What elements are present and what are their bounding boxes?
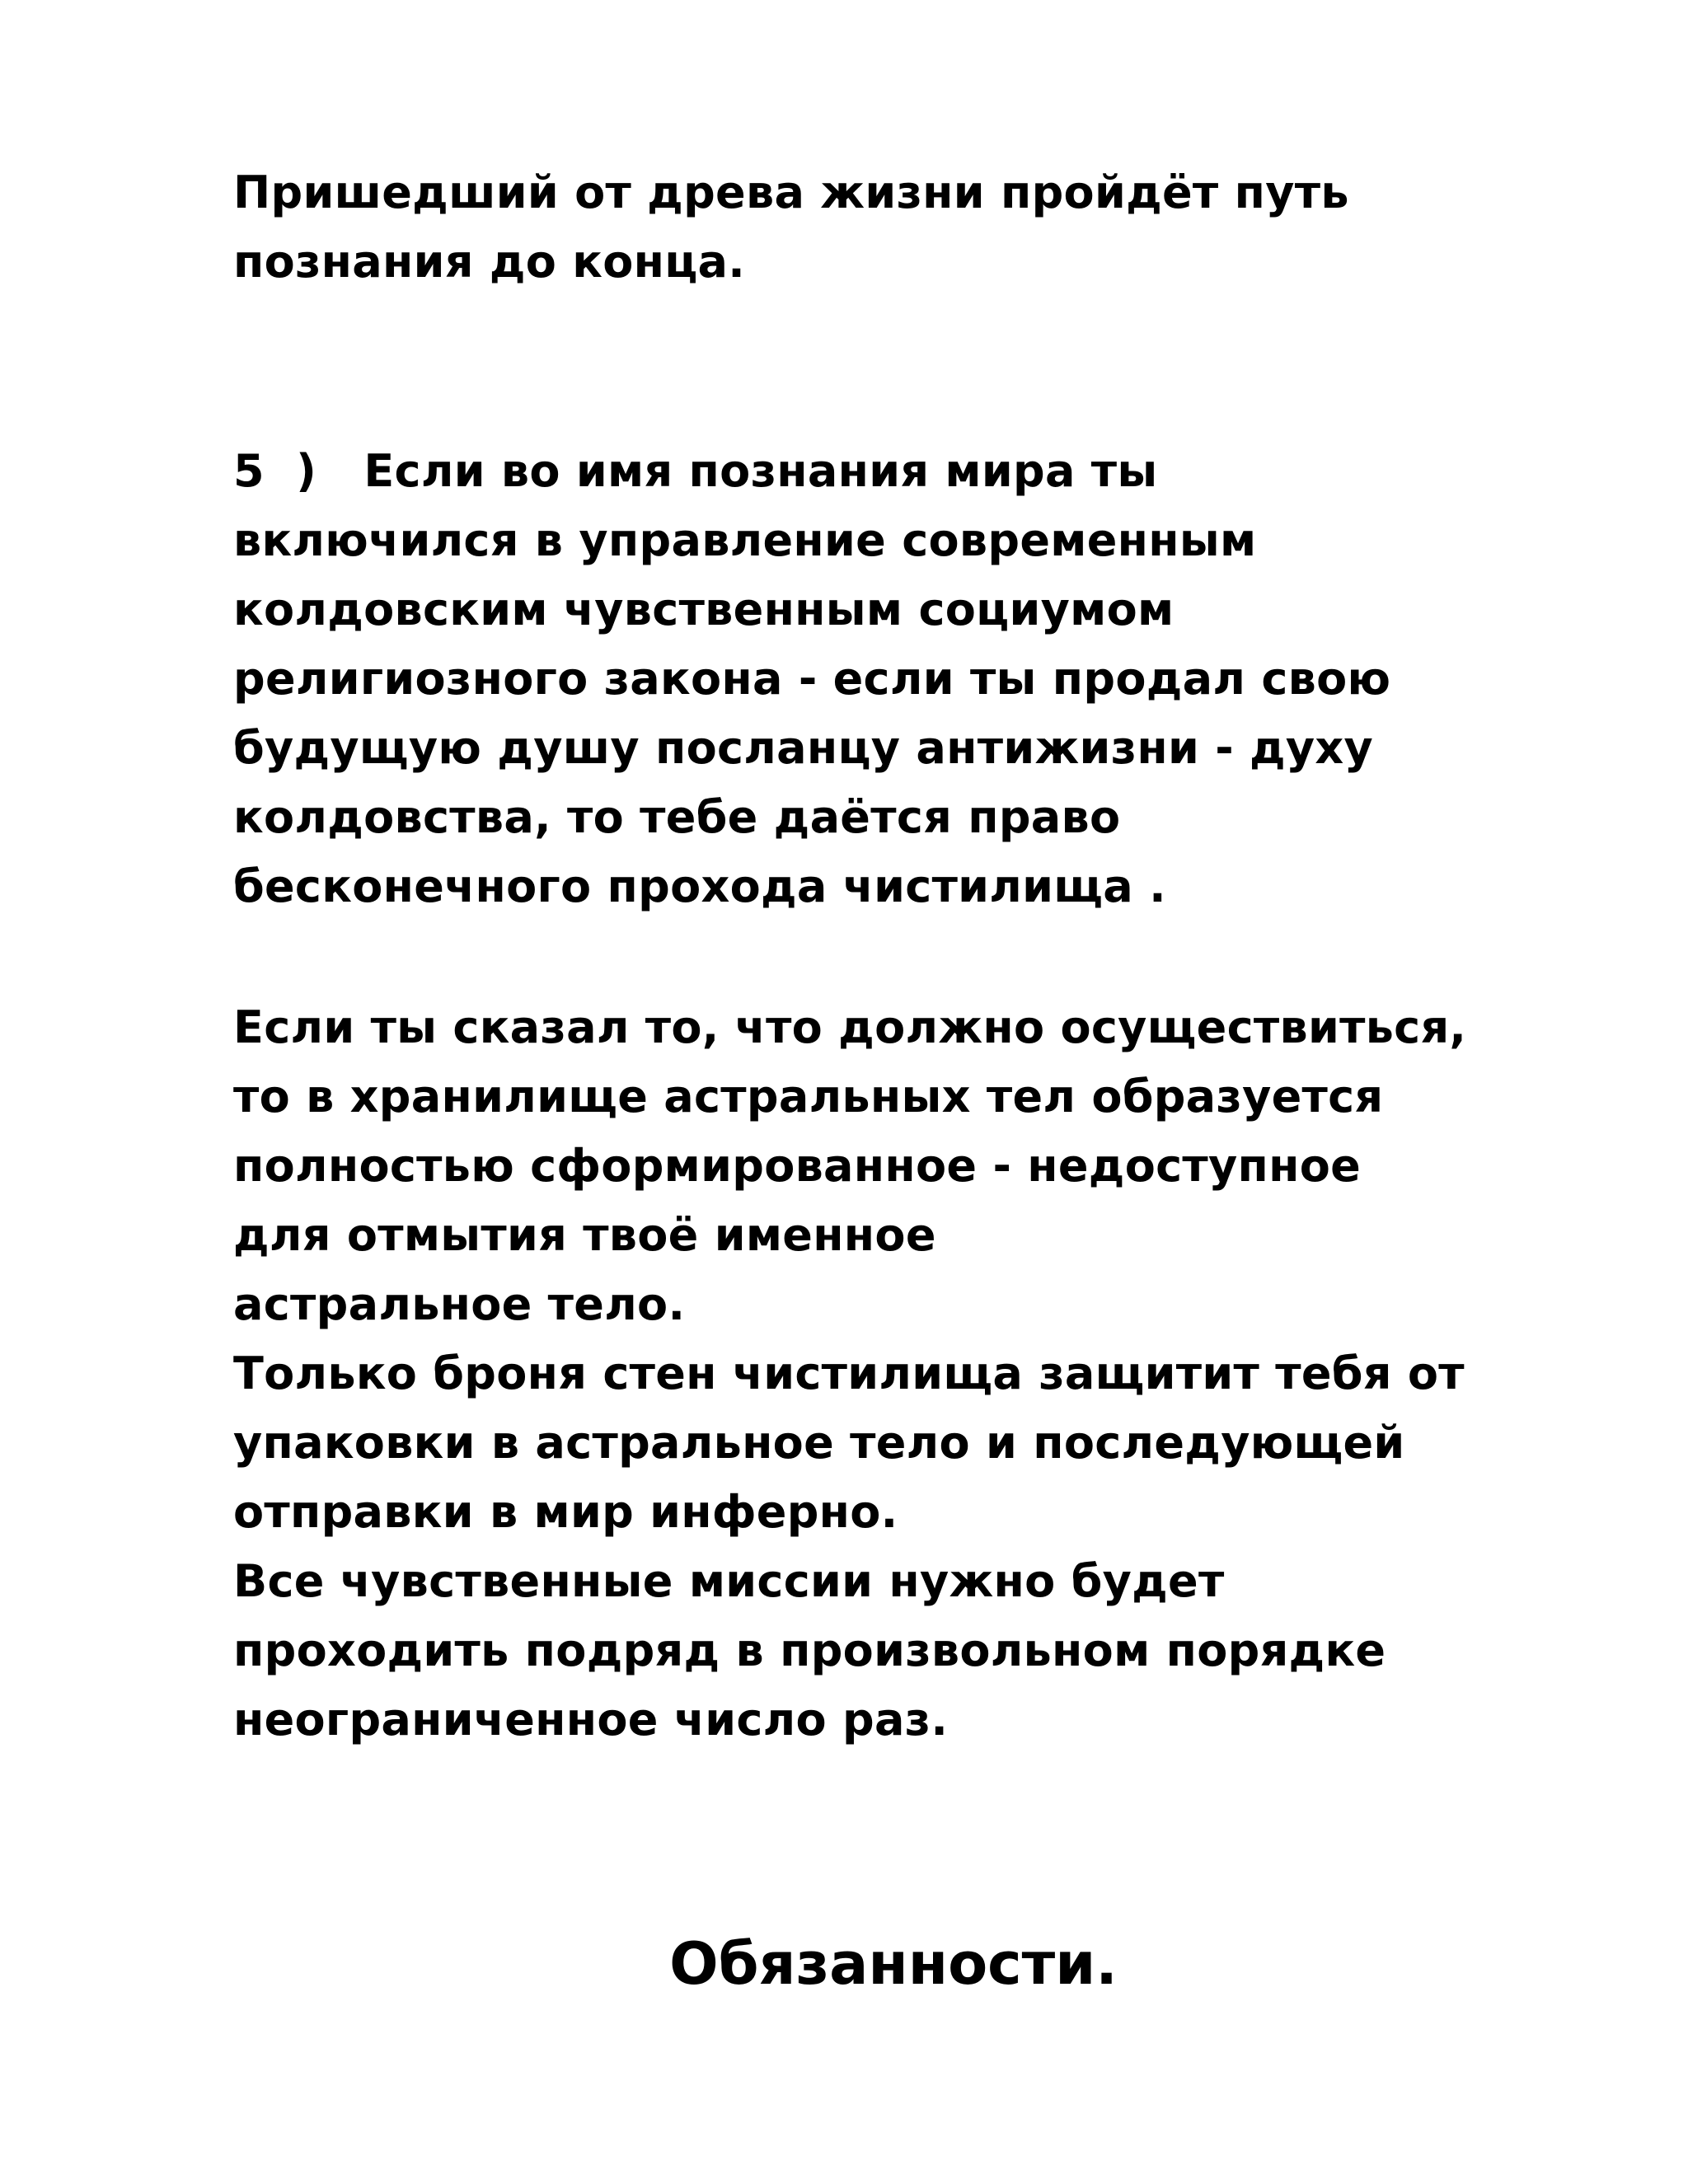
section-heading: Обязанности. (669, 1930, 1118, 1998)
paragraph-5 (233, 437, 1651, 921)
text-line: Если ты сказал то, что должно осуществиться, (233, 1001, 1467, 1053)
intro-paragraph (233, 158, 1651, 297)
text-line: астральное тело. (233, 1278, 686, 1330)
text-line: бесконечного прохода чистилища . (233, 860, 1166, 912)
text-line: отправки в мир инферно. (233, 1486, 898, 1538)
text-line: полностью сформированное - недоступное (233, 1140, 1362, 1192)
text-line: 5 ) Если во имя познания мира ты (233, 445, 1158, 497)
text-line: проходить подряд в произвольном порядке (233, 1624, 1386, 1676)
section-heading-container (0, 1927, 1688, 2001)
text-line: включился в управление современным (233, 514, 1257, 566)
paragraph-6 (233, 993, 1651, 1755)
text-line: Только броня стен чистилища защитит тебя от (233, 1347, 1465, 1399)
text-line: познания до конца. (233, 236, 746, 288)
text-line: для отмытия твоё именное (233, 1209, 936, 1261)
text-line: религиозного закона - если ты продал свою (233, 653, 1391, 705)
text-line: Все чувственные миссии нужно будет (233, 1555, 1225, 1607)
text-line: будущую душу посланцу антижизни - духу (233, 722, 1374, 774)
text-line: колдовства, то тебе даётся право (233, 791, 1121, 843)
text-line: Пришедший от древа жизни пройдёт путь (233, 166, 1349, 218)
text-line: неограниченное число раз. (233, 1694, 949, 1746)
text-line: упаковки в астральное тело и последующей (233, 1417, 1405, 1469)
text-line: колдовским чувственным социумом (233, 583, 1175, 635)
text-line: то в хранилище астральных тел образуется (233, 1071, 1384, 1122)
